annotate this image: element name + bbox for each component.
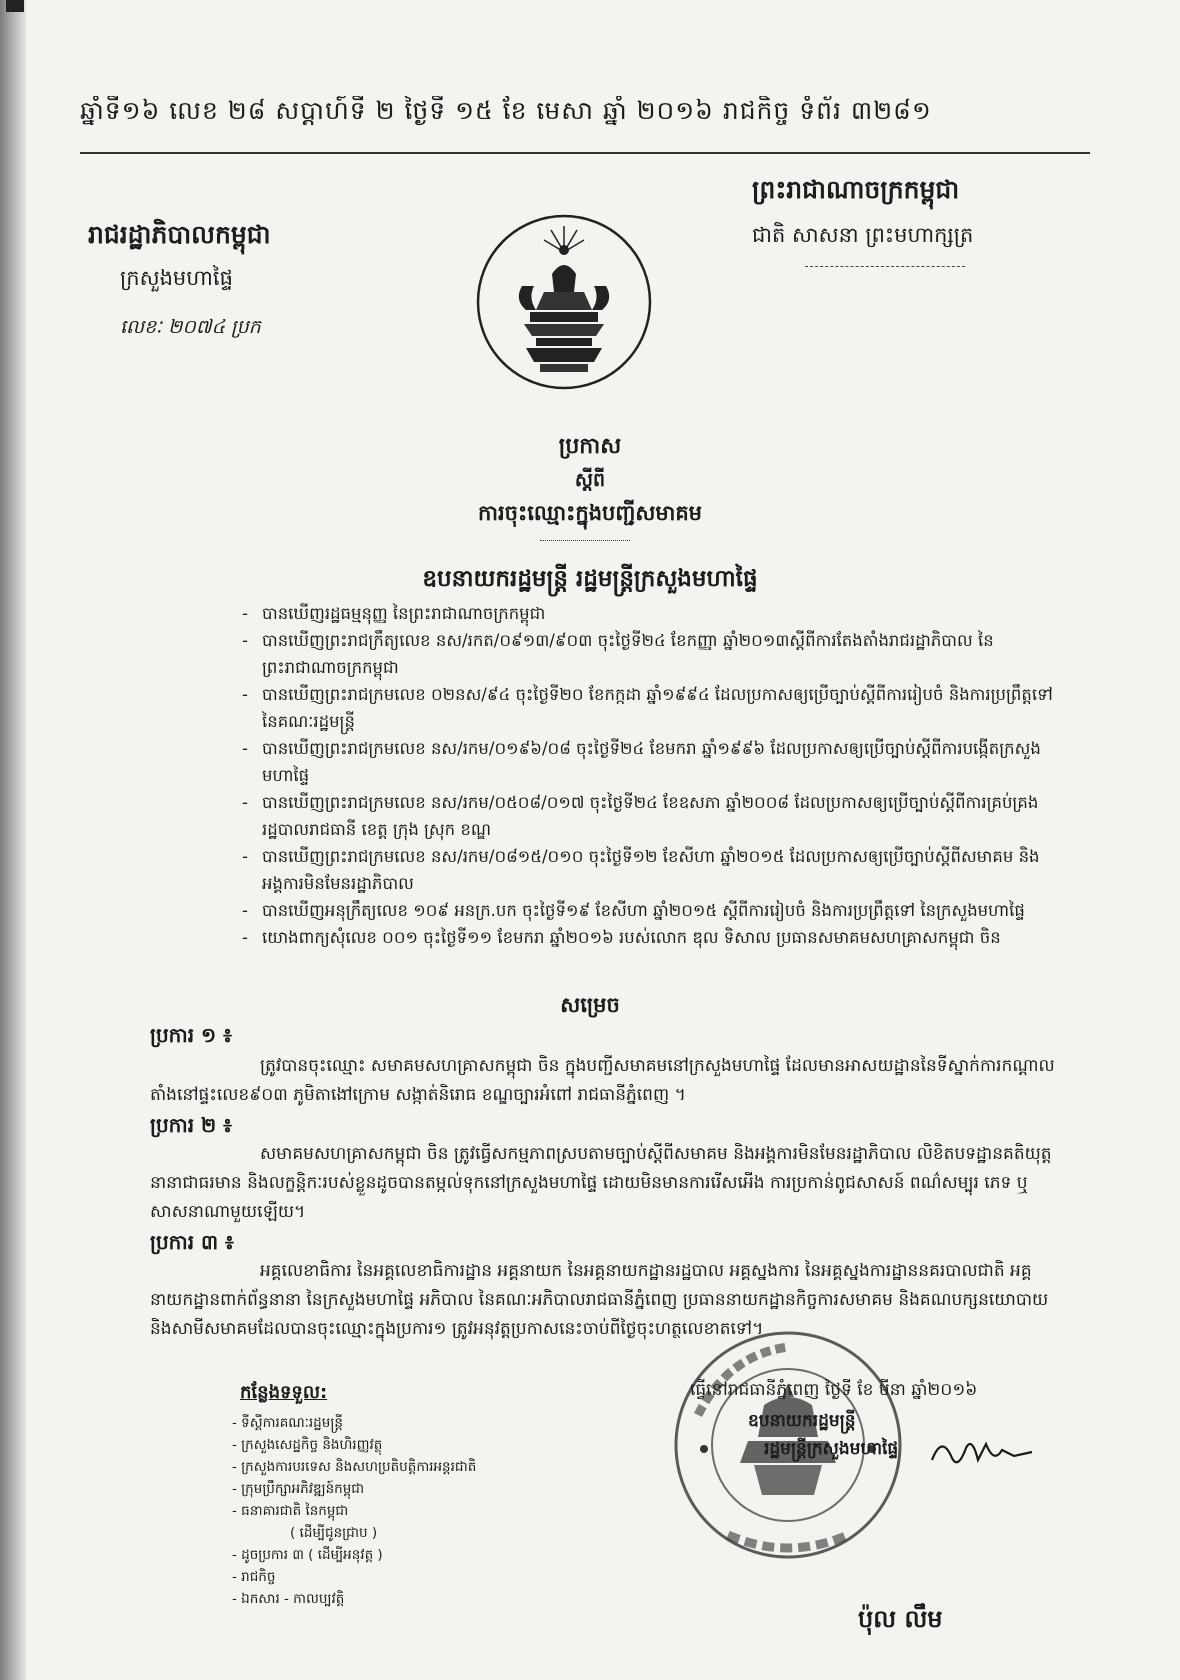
signer-role: រដ្ឋមន្ត្រីក្រសួងមហាផ្ទៃ — [764, 1439, 899, 1459]
signer-name: ប៉ុល លឹម — [858, 1605, 943, 1633]
decision-heading: សម្រេច — [560, 993, 620, 1017]
handwritten-signature-icon — [928, 1430, 1038, 1472]
preamble-item: - បានឃើញរដ្ឋធម្មនុញ្ញ នៃព្រះរាជាណាចក្រកម្ពុជា — [242, 600, 1062, 627]
header-rule — [80, 152, 1090, 154]
kingdom-heading: ព្រះរាជាណាចក្រកម្ពុជា — [752, 175, 960, 204]
document-type-title: ប្រកាស — [558, 434, 622, 459]
recipient-item: - ដូចប្រការ ៣ ( ដើម្បីអនុវត្ត ) — [232, 1547, 383, 1563]
place-and-date: ធ្វើនៅរាជធានីភ្នំពេញ ថ្ងៃទី ខែ មីនា ឆ្នាំ២០១៦ — [690, 1380, 978, 1400]
national-motto: ជាតិ សាសនា ព្រះមហាក្សត្រ — [752, 223, 974, 247]
motto-divider — [805, 266, 965, 267]
ministry-name: ក្រសួងមហាផ្ទៃ — [120, 266, 233, 290]
title-about: ស្តីពី — [574, 469, 606, 491]
preamble-item: - យោងពាក្យសុំលេខ ០០១ ចុះថ្ងៃទី១១ ខែមករា ឆ្នាំ២០១៦ របស់លោក ឌុល ទិសាល ប្រធានសមាគមសហគ្រាសកម្ពុជា ចិន — [242, 924, 1062, 951]
gazette-header: ឆ្នាំទី១៦ លេខ ២៨ សប្តាហ៍ទី ២ ថ្ងៃទី ១៥ ខែ មេសា ឆ្នាំ ២០១៦ រាជកិច្ច ទំព័រ ៣២៨១ — [80, 96, 932, 125]
recipient-item: - ឯកសារ - កាលប្បវត្តិ — [232, 1591, 345, 1607]
article-1-text: ត្រូវបានចុះឈ្មោះ សមាគមសហគ្រាសកម្ពុជា ចិន ក្នុងបញ្ជីសមាគមនៅក្រសួងមហាផ្ទៃ ដែលមានអាសយដ្ឋាននៃទីស្នាក់ការកណ្តាលតាំងនៅផ្ទះលេខ៩០៣ ភូមិតាងៅក្រោម សង្កាត់និរោធ ខណ្ឌច្បារអំពៅ រាជធានីភ្នំពេញ ។ — [150, 1056, 1055, 1105]
article-2-label: ប្រការ ២ ៖ — [150, 1113, 232, 1137]
preamble-item: - បានឃើញព្រះរាជក្រមលេខ នស/រកម/០១៩៦/០៨ ចុះថ្ងៃទី២៤ ខែមករា ឆ្នាំ១៩៩៦ ដែលប្រកាសឲ្យប្រើច្បាប់ស្តីពីការបង្កើតក្រសួងមហាផ្ទៃ — [242, 735, 1062, 789]
signer-title: ឧបនាយករដ្ឋមន្ត្រី — [748, 1411, 856, 1431]
recipient-item: - ក្រសួងការបរទេស និងសហប្រតិបត្តិការអន្តរជាតិ — [232, 1459, 477, 1475]
reference-number: លេខៈ ២០៧៤ ប្រក — [120, 316, 261, 338]
article-2-text: សមាគមសហគ្រាសកម្ពុជា ចិន ត្រូវធ្វើសកម្មភាពស្របតាមច្បាប់ស្តីពីសមាគម និងអង្គការមិនមែនរដ្ឋាភិបាល លិខិតបទដ្ឋានគតិយុត្តនានាជាធរមាន និងលក្ខន្តិកៈរបស់ខ្លួនដូចបានតម្កល់ទុកនៅក្រសួងមហាផ្ទៃ ដោយមិនមានការរើសអើង ការប្រកាន់ពូជសាសន៍ ពណ៌សម្បុរ ភេទ ឬសាសនាណាមួយឡើយ។ — [150, 1144, 1052, 1222]
recipients-list — [232, 1412, 476, 1610]
article-3-label: ប្រការ ៣ ៖ — [150, 1230, 234, 1254]
preamble-item: - បានឃើញព្រះរាជក្រមលេខ ០២នស/៩៤ ចុះថ្ងៃទី២០ ខែកក្កដា ឆ្នាំ១៩៩៤ ដែលប្រកាសឲ្យប្រើច្បាប់ស្តីពីការរៀបចំ និងការប្រព្រឹត្តទៅ នៃគណៈរដ្ឋមន្ត្រី — [242, 681, 1062, 735]
document-subject: ការចុះឈ្មោះក្នុងបញ្ជីសមាគម — [477, 501, 703, 525]
preamble-item: - បានឃើញព្រះរាជក្រមលេខ នស/រកម/០៨១៥/០១០ ចុះថ្ងៃទី១២ ខែសីហា ឆ្នាំ២០១៥ ដែលប្រកាសឲ្យប្រើច្បាប់ស្តីពីសមាគម និងអង្គការមិនមែនរដ្ឋាភិបាល — [242, 843, 1062, 897]
preamble-list — [242, 600, 1062, 951]
government-heading: រាជរដ្ឋាភិបាលកម្ពុជា — [88, 220, 271, 249]
recipient-item: - ក្រសួងសេដ្ឋកិច្ច និងហិរញ្ញវត្ថុ — [232, 1437, 383, 1453]
issuer-heading: ឧបនាយករដ្ឋមន្ត្រី រដ្ឋមន្ត្រីក្រសួងមហាផ្ទៃ — [422, 566, 758, 592]
recipient-item: - ទីស្តីការគណៈរដ្ឋមន្ត្រី — [232, 1415, 343, 1431]
preamble-item: - បានឃើញព្រះរាជក្រឹត្យលេខ នស/រកត/០៩១៣/៩០៣ ចុះថ្ងៃទី២៤ ខែកញ្ញា ឆ្នាំ២០១៣ស្តីពីការតែងតាំងរាជរដ្ឋាភិបាល នៃព្រះរាជាណាចក្រកម្ពុជា — [242, 627, 1062, 681]
recipient-item: ( ដើម្បីជូនជ្រាប ) — [290, 1525, 378, 1541]
recipients-heading: កន្លែងទទួល: — [240, 1382, 328, 1403]
recipient-item: - ធនាគារជាតិ នៃកម្ពុជា — [232, 1503, 349, 1519]
title-divider — [540, 540, 630, 541]
article-1-label: ប្រការ ១ ៖ — [150, 1023, 232, 1047]
recipient-item: - ក្រុមប្រឹក្សាអភិវឌ្ឍន៍កម្ពុជា — [232, 1481, 365, 1497]
article-3-text: អគ្គលេខាធិការ នៃអគ្គលេខាធិការដ្ឋាន អគ្គនាយក នៃអគ្គនាយកដ្ឋានរដ្ឋបាល អគ្គស្នងការ នៃអគ្គស្នងការដ្ឋាននគរបាលជាតិ អគ្គនាយកដ្ឋានពាក់ព័ន្ធនានា នៃក្រសួងមហាផ្ទៃ អភិបាល នៃគណៈអភិបាលរាជធានីភ្នំពេញ ប្រធាននាយកដ្ឋានកិច្ចការសមាគម និងគណបក្សនយោបាយ និងសាមីសមាគមដែលបានចុះឈ្មោះក្នុងប្រការ១ ត្រូវអនុវត្តប្រកាសនេះចាប់ពីថ្ងៃចុះហត្ថលេខាតទៅ។ — [150, 1261, 1049, 1339]
preamble-item: - បានឃើញព្រះរាជក្រមលេខ នស/រកម/០៥០៨/០១៧ ចុះថ្ងៃទី២៤ ខែឧសភា ឆ្នាំ២០០៨ ដែលប្រកាសឲ្យប្រើច្បាប់ស្តីពីការគ្រប់គ្រងរដ្ឋបាលរាជធានី ខេត្ត ក្រុង ស្រុក ខណ្ឌ — [242, 789, 1062, 843]
ministry-emblem-icon — [474, 212, 654, 392]
recipient-item: - រាជកិច្ច — [232, 1569, 276, 1585]
preamble-item: - បានឃើញអនុក្រឹត្យលេខ ១០៩ អនក្រ.បក ចុះថ្ងៃទី១៩ ខែសីហា ឆ្នាំ២០១៥ ស្តីពីការរៀបចំ និងការប្រព្រឹត្តទៅ នៃក្រសួងមហាផ្ទៃ — [242, 897, 1062, 924]
